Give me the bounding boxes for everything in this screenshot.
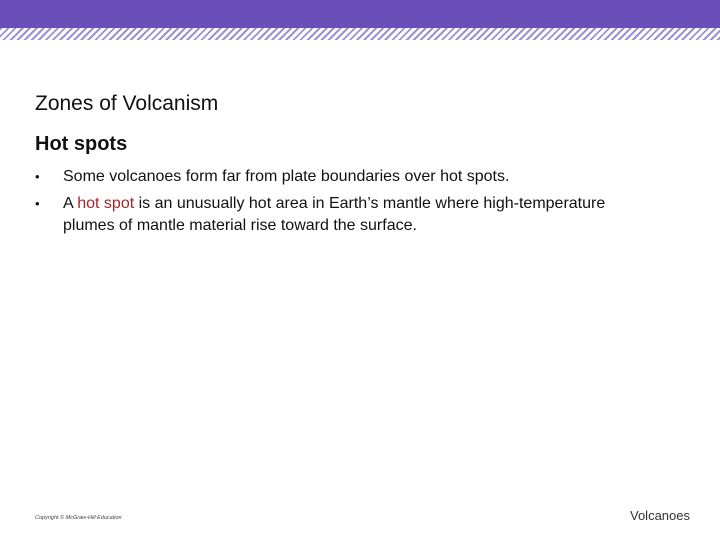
- term-highlight: hot spot: [77, 195, 135, 212]
- footer-label: Volcanoes: [630, 508, 690, 523]
- bullet-list: [35, 166, 635, 242]
- bullet-marker: •: [35, 169, 40, 184]
- slide-subtitle: Hot spots: [35, 133, 128, 155]
- bullet-text: [63, 193, 635, 237]
- copyright-notice: Copyright © McGraw-Hill Education: [35, 515, 122, 521]
- header-pattern: [0, 28, 720, 40]
- bullet-item: [35, 166, 635, 188]
- bullet-item: [35, 193, 635, 237]
- bullet-text-after: is an unusually hot area in Earth’s mantle where high-temperature plumes of mantle material rise toward the surface.: [63, 195, 606, 234]
- slide-title: Zones of Volcanism: [35, 92, 219, 115]
- bullet-text-before: A: [63, 195, 78, 212]
- bullet-marker: •: [35, 196, 40, 211]
- header-band: [0, 0, 720, 28]
- bullet-text: Some volcanoes form far from plate boundaries over hot spots.: [63, 168, 510, 185]
